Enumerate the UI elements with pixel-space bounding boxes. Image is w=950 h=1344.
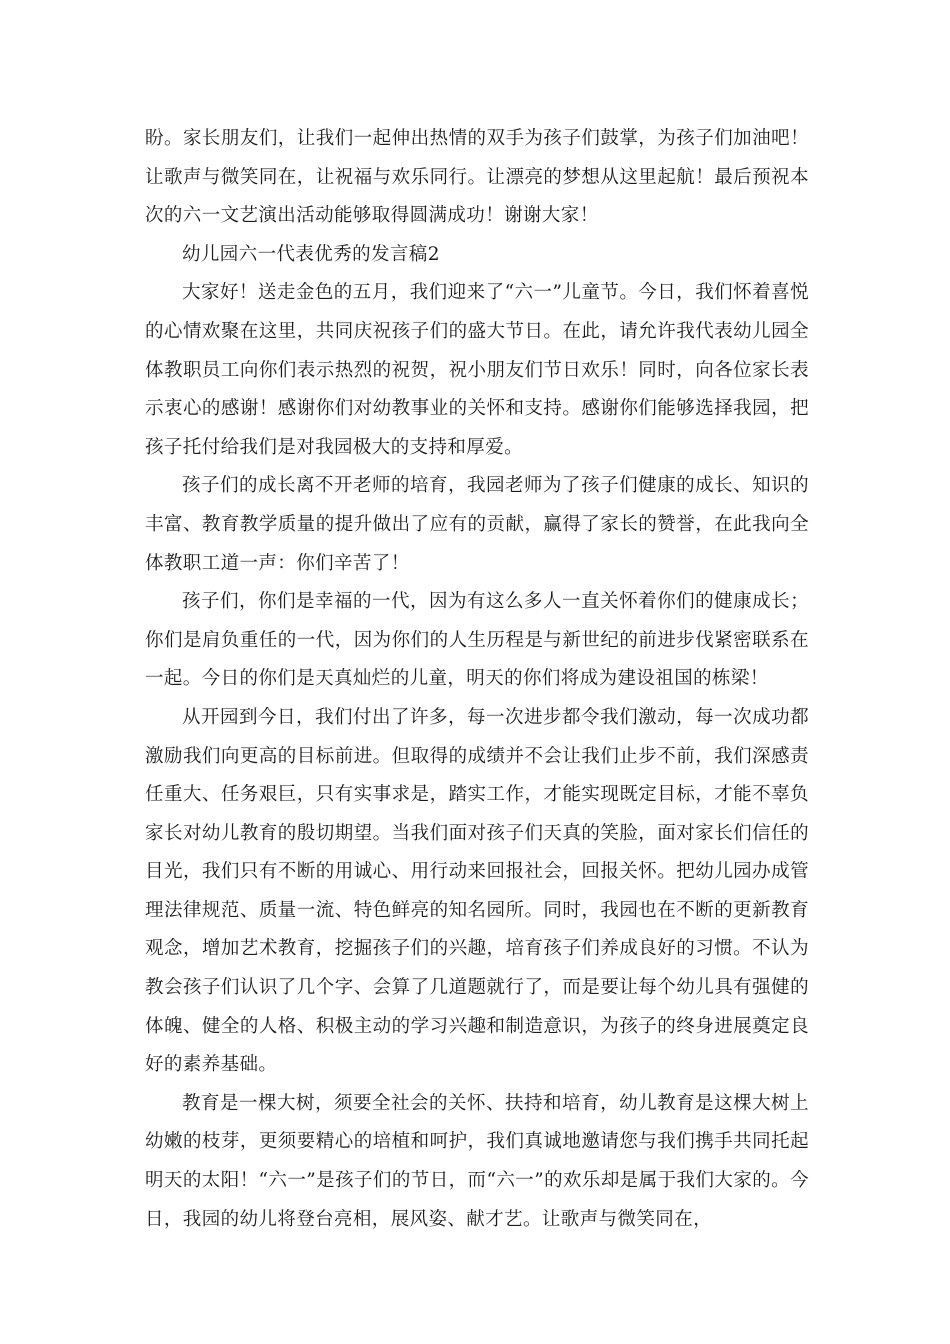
paragraph-children: 孩子们，你们是幸福的一代，因为有这么多人一直关怀着你们的健康成长；你们是肩负重任的一代，因为你们的人生历程是与新世纪的前进步伐紧密联系在一起。今日的你们是天真灿烂的儿童，明天的你们将成为建设祖国的栋梁！: [145, 591, 809, 690]
section-title: 幼儿园六一代表优秀的发言稿2: [182, 243, 440, 265]
paragraph-education: 教育是一棵大树，须要全社会的关怀、扶持和培育，幼儿教育是这棵大树上幼嫩的枝芽，更须要精心的培植和呵护，我们真诚地邀请您与我们携手共同托起明天的太阳！“六一”是孩子们的节日，而“六一”的欢乐却是属于我们大家的。今日，我园的幼儿将登台亮相，展风姿、献才艺。让歌声与微笑同在，: [145, 1092, 809, 1230]
paragraph-progress: 从开园到今日，我们付出了许多，每一次进步都令我们激动，每一次成功都激励我们向更高的目标前进。但取得的成绩并不会让我们止步不前，我们深感责任重大、任务艰巨，只有实事求是，踏实工作，才能实现既定目标，才能不辜负家长对幼儿教育的殷切期望。当我们面对孩子们天真的笑脸，面对家长们信任的目光，我们只有不断的用诚心、用行动来回报社会，回报关怀。把幼儿园办成管理法律规范、质量一流、特色鲜亮的知名园所。同时，我园也在不断的更新教育观念，增加艺术教育，挖掘孩子们的兴趣，培育孩子们养成良好的习惯。不认为教会孩子们认识了几个字、会算了几道题就行了，而是要让每个幼儿具有强健的体魄、健全的人格、积极主动的学习兴趣和制造意识，为孩子的终身进展奠定良好的素养基础。: [145, 706, 809, 1076]
paragraph-greeting: 大家好！送走金色的五月，我们迎来了“六一”儿童节。今日，我们怀着喜悦的心情欢聚在这里，共同庆祝孩子们的盛大节日。在此，请允许我代表幼儿园全体教职员工向你们表示热烈的祝贺，祝小朋友们节日欢乐！同时，向各位家长表示衷心的感谢！感谢你们对幼教事业的关怀和支持。感谢你们能够选择我园，把孩子托付给我们是对我园极大的支持和厚爱。: [145, 282, 809, 458]
document-body: [145, 120, 809, 1239]
paragraph-continuation: 盼。家长朋友们，让我们一起伸出热情的双手为孩子们鼓掌，为孩子们加油吧！让歌声与微笑同在，让祝福与欢乐同行。让漂亮的梦想从这里起航！最后预祝本次的六一文艺演出活动能够取得圆满成功！谢谢大家！: [145, 128, 809, 227]
paragraph-teachers: 孩子们的成长离不开老师的培育，我园老师为了孩子们健康的成长、知识的丰富、教育教学质量的提升做出了应有的贡献，赢得了家长的赞誉，在此我向全体教职工道一声：你们辛苦了！: [145, 475, 809, 574]
